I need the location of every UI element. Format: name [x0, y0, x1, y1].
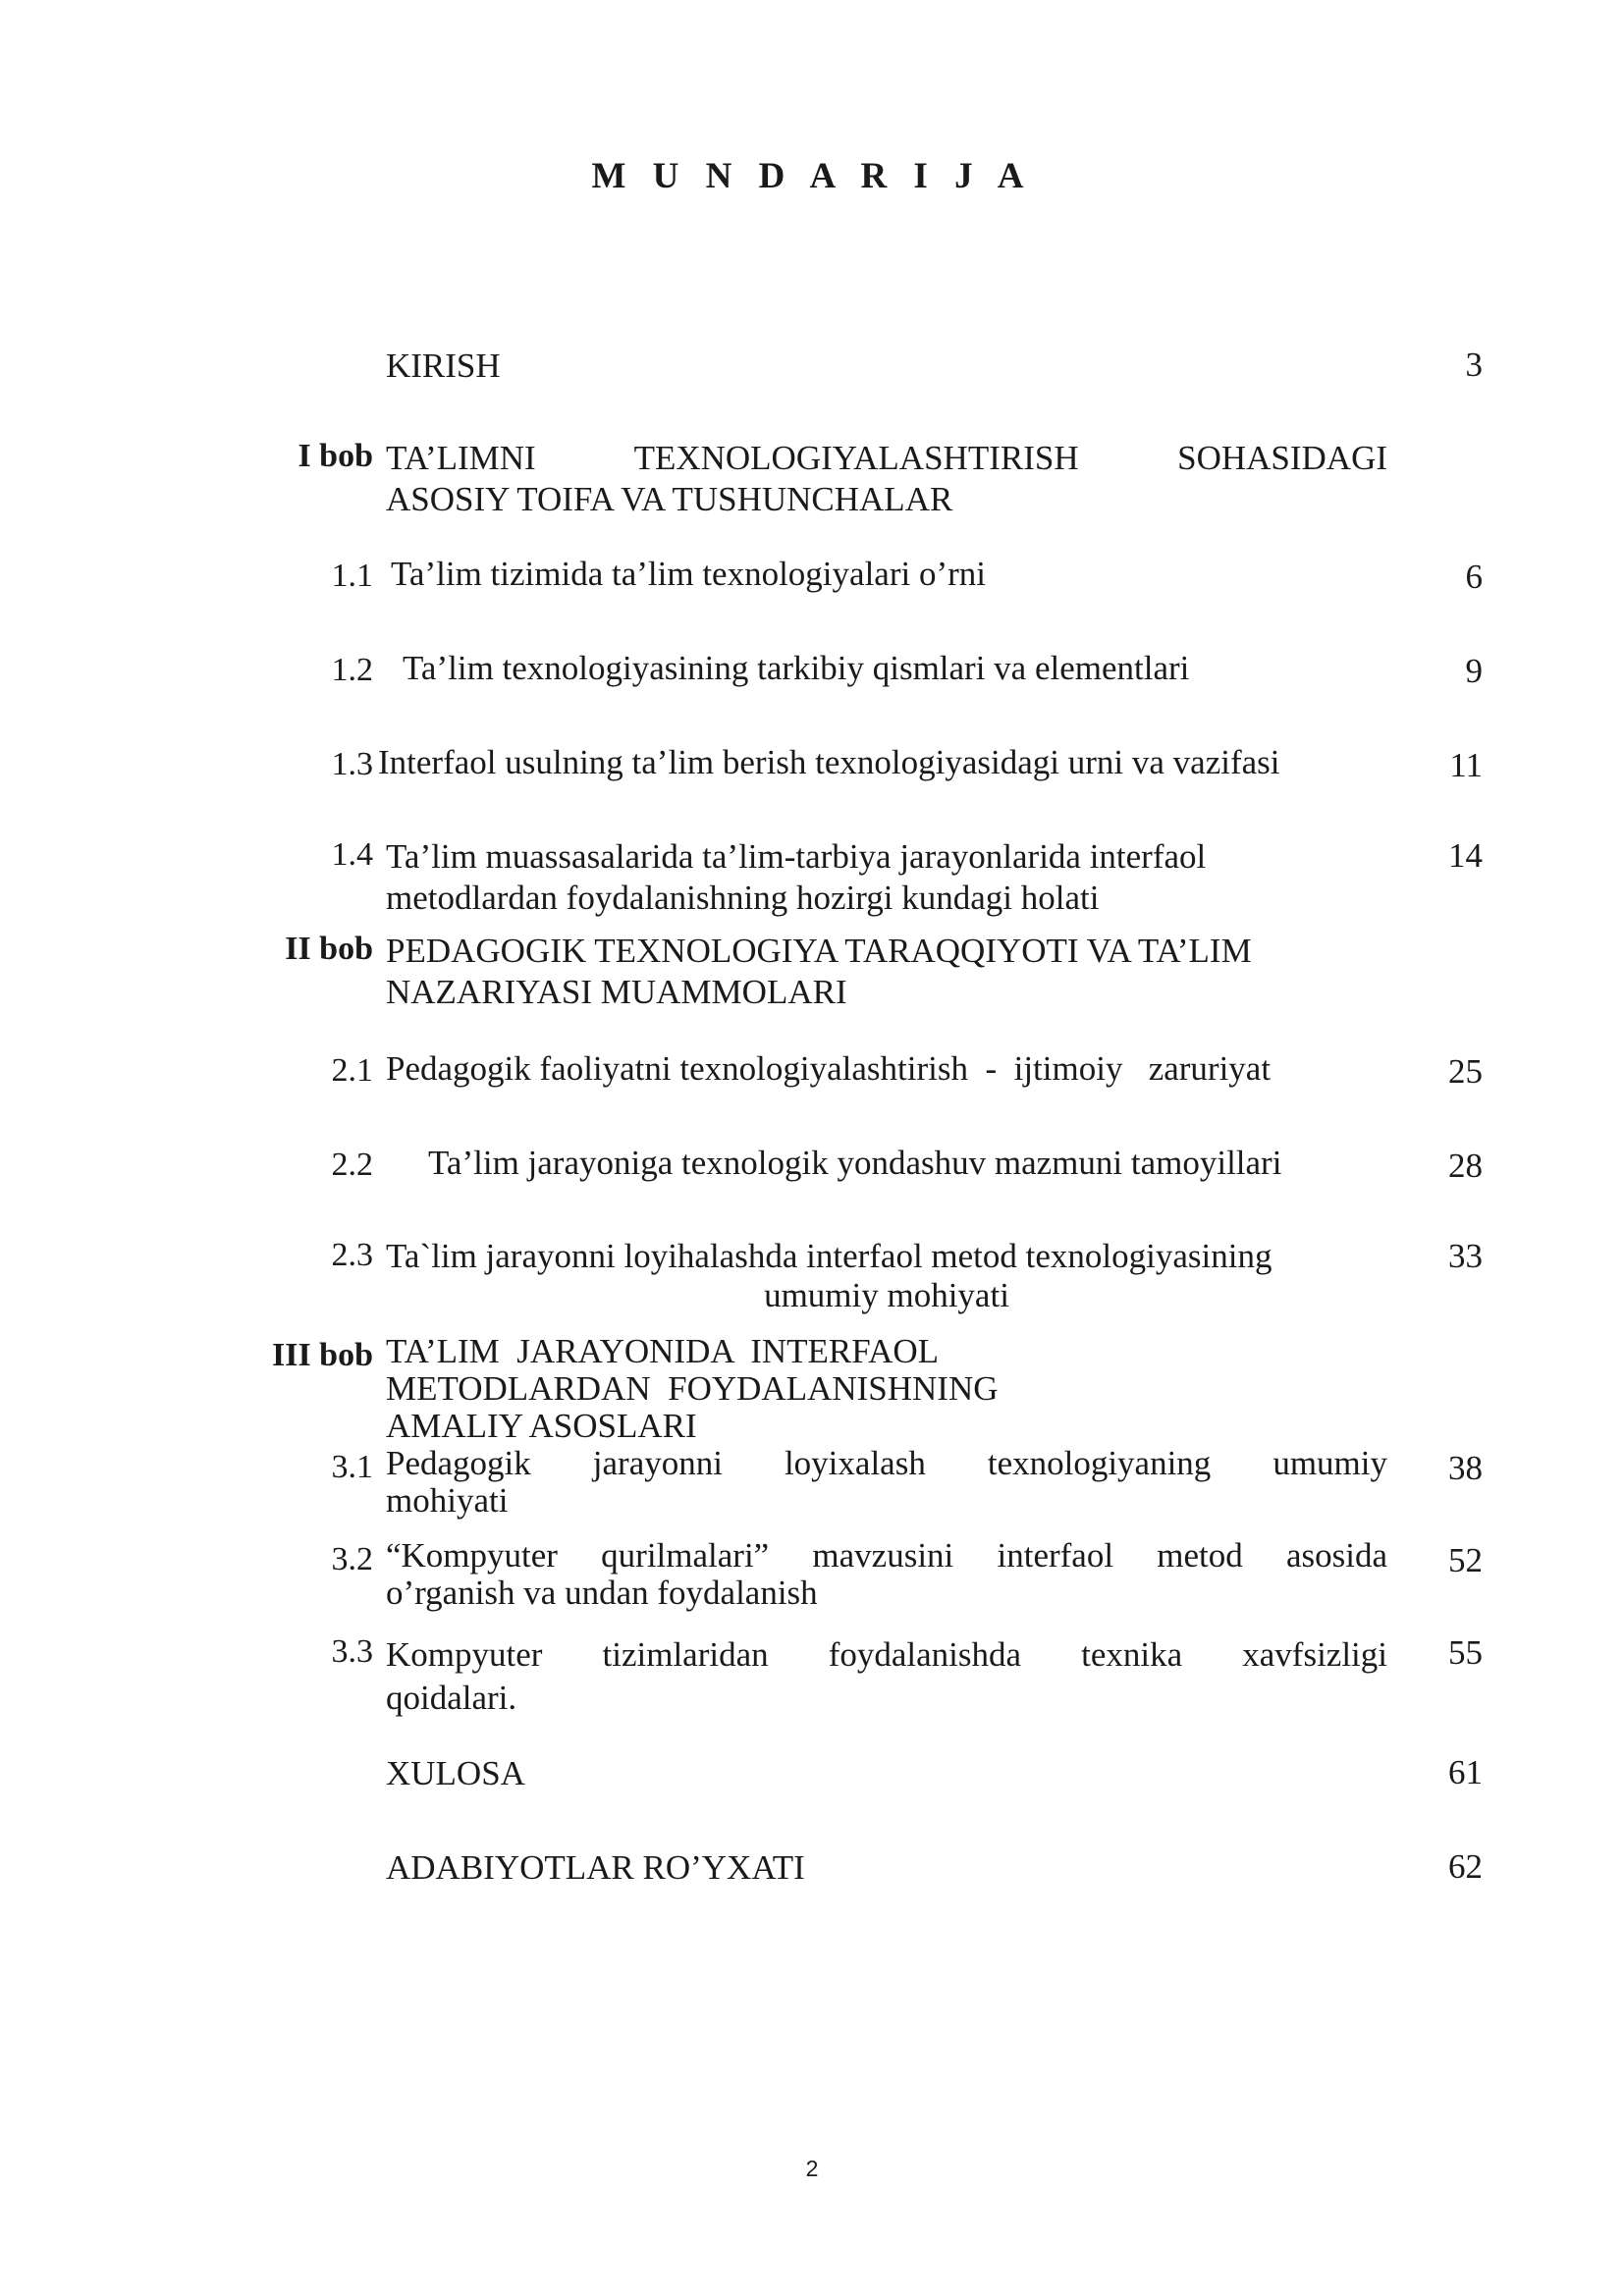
section-number: 3.3 — [331, 1633, 373, 1670]
toc-page-number: 52 — [1448, 1541, 1483, 1579]
toc-entry-text-line: metodlardan foydalanishning hozirgi kundagi holati — [386, 879, 1100, 917]
toc-page-number: 6 — [1465, 558, 1483, 596]
chapter-number: III bob — [271, 1337, 373, 1373]
toc-entry-text: ADABIYOTLAR RO’YXATI — [386, 1848, 805, 1887]
toc-entry-text: Ta’lim texnologiyasining tarkibiy qismlari va elementlari — [403, 649, 1190, 687]
chapter-title-line: PEDAGOGIK TEXNOLOGIYA TARAQQIYOTI VA TA’LIM — [386, 932, 1252, 970]
chapter-title-line: AMALIY ASOSLARI — [386, 1407, 697, 1445]
toc-entry-text: KIRISH — [386, 347, 501, 385]
section-number: 1.3 — [331, 746, 373, 782]
toc-page-number: 61 — [1448, 1753, 1483, 1791]
toc-page-number: 62 — [1448, 1847, 1483, 1886]
page-number-footer: 2 — [805, 2156, 819, 2181]
section-number: 1.2 — [331, 652, 373, 688]
section-number: 3.2 — [331, 1541, 373, 1577]
toc-entry-text-line: Pedagogik jarayonni loyixalash texnologiyaning umumiy — [386, 1444, 1387, 1482]
toc-entry-text-line: Ta’lim muassasalarida ta’lim-tarbiya jarayonlarida interfaol — [386, 837, 1207, 876]
chapter-title-line: NAZARIYASI MUAMMOLARI — [386, 973, 847, 1011]
toc-entry-text: Ta’lim tizimida ta’lim texnologiyalari o’rni — [391, 555, 986, 593]
section-number: 3.1 — [331, 1449, 373, 1485]
chapter-number: II bob — [285, 931, 373, 967]
toc-entry-text-line: Kompyuter tizimlaridan foydalanishda texnika xavfsizligi — [386, 1635, 1387, 1674]
toc-entry-text-line: Ta`lim jarayonni loyihalashda interfaol metod texnologiyasining — [386, 1237, 1272, 1275]
toc-page-number: 11 — [1449, 746, 1483, 784]
toc-entry-text: Interfaol usulning ta’lim berish texnologiyasidagi urni va vazifasi — [378, 743, 1280, 781]
chapter-title-line: TA’LIMNI TEXNOLOGIYALASHTIRISH SOHASIDAGI — [386, 439, 1387, 477]
toc-page-number: 38 — [1448, 1449, 1483, 1487]
toc-page-number: 28 — [1448, 1147, 1483, 1185]
chapter-title-line: ASOSIY TOIFA VA TUSHUNCHALAR — [386, 480, 953, 518]
toc-entry-text: Ta’lim jarayoniga texnologik yondashuv mazmuni tamoyillari — [428, 1144, 1282, 1182]
toc-page-number: 25 — [1448, 1052, 1483, 1091]
section-number: 2.3 — [331, 1237, 373, 1273]
chapter-title-line: METODLARDAN FOYDALANISHNING — [386, 1369, 999, 1408]
toc-entry-text-line: qoidalari. — [386, 1679, 517, 1717]
toc-page-number: 9 — [1465, 652, 1483, 690]
toc-entry-text-line: umumiy mohiyati — [764, 1276, 1009, 1314]
toc-entry-text: XULOSA — [386, 1754, 525, 1792]
page-title: M U N D A R I J A — [591, 156, 1033, 196]
section-number: 2.2 — [331, 1147, 373, 1183]
toc-page-number: 3 — [1465, 346, 1483, 384]
toc-page-number: 14 — [1448, 836, 1483, 875]
toc-entry-text-line: mohiyati — [386, 1481, 509, 1520]
chapter-title-line: TA’LIM JARAYONIDA INTERFAOL — [386, 1332, 940, 1370]
toc-entry-text-line: o’rganish va undan foydalanish — [386, 1574, 818, 1612]
toc-page-number: 55 — [1448, 1633, 1483, 1672]
chapter-number: I bob — [298, 438, 373, 474]
section-number: 1.1 — [331, 558, 373, 594]
toc-page-number: 33 — [1448, 1237, 1483, 1275]
section-number: 1.4 — [331, 836, 373, 873]
toc-entry-text-line: “Kompyuter qurilmalari” mavzusini interfaol metod asosida — [386, 1536, 1387, 1575]
section-number: 2.1 — [331, 1052, 373, 1089]
toc-entry-text: Pedagogik faoliyatni texnologiyalashtirish - ijtimoiy zaruriyat — [386, 1049, 1272, 1088]
